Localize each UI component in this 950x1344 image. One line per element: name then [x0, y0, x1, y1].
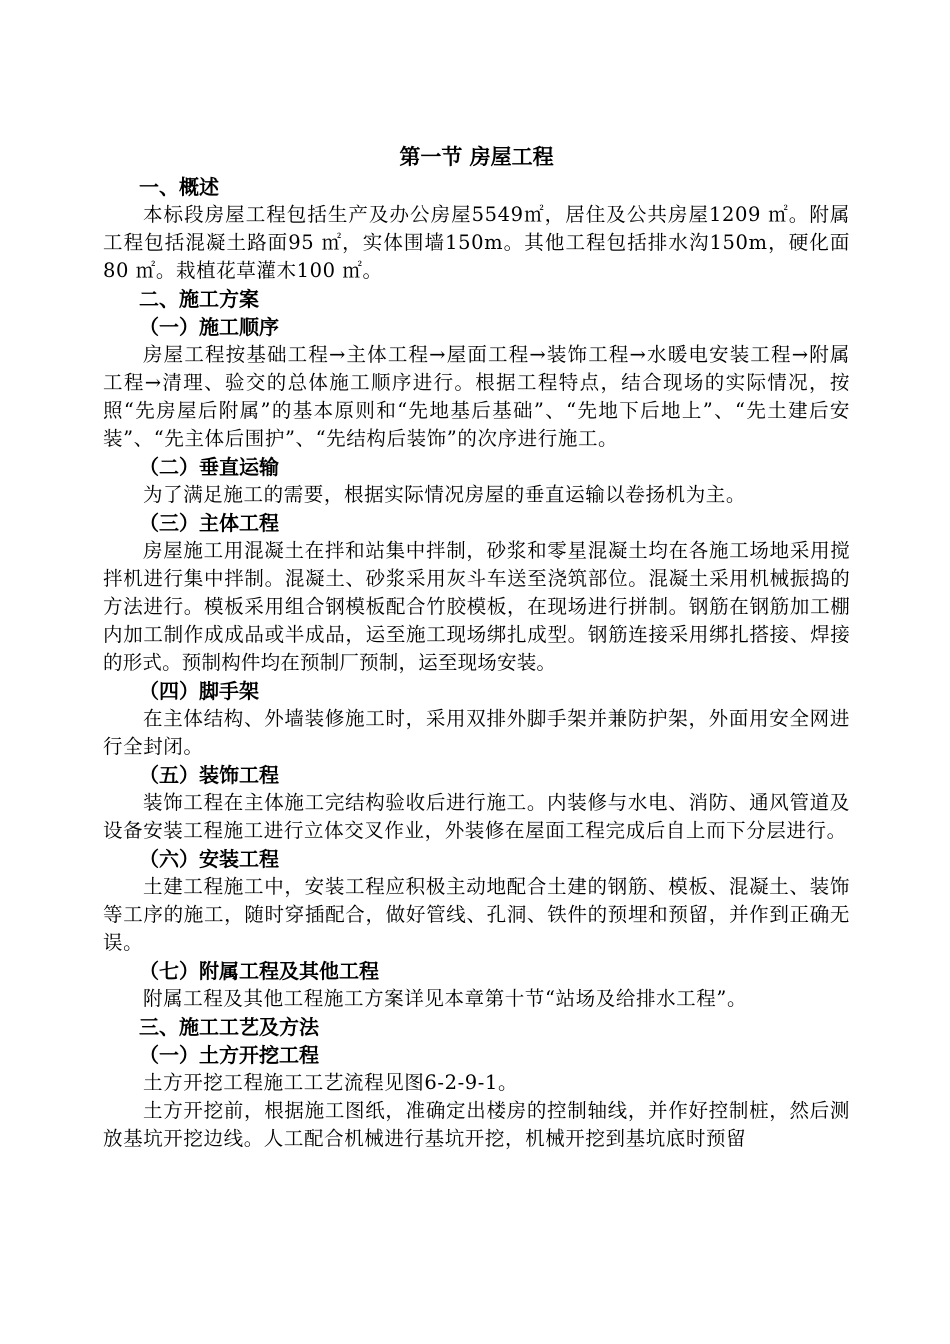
paragraph-scaffolding: 在主体结构、外墙装修施工时，采用双排外脚手架并兼防护架，外面用安全网进行全封闭。	[103, 707, 850, 758]
subsection-heading-sequence: （一）施工顺序	[139, 315, 279, 339]
section-heading-construction-plan: 二、施工方案	[139, 287, 259, 311]
paragraph-main-structure: 房屋施工用混凝土在拌和站集中拌制，砂浆和零星混凝土均在各施工场地采用搅拌机进行集中拌制。混凝土、砂浆采用灰斗车送至浇筑部位。混凝土采用机械振捣的方法进行。模板采用组合钢模板配合竹胶模板，在现场进行拼制。钢筋在钢筋加工棚内加工制作成成品或半成品，运至施工现场绑扎成型。钢筋连接采用绑扎搭接、焊接的形式。预制构件均在预制厂预制，运至现场安装。	[103, 539, 850, 674]
subsection-heading-installation: （六）安装工程	[139, 847, 279, 871]
section-heading-overview: 一、概述	[139, 175, 219, 199]
subsection-heading-ancillary: （七）附属工程及其他工程	[139, 959, 379, 983]
subsection-heading-main-structure: （三）主体工程	[139, 511, 279, 535]
paragraph-sequence: 房屋工程按基础工程→主体工程→屋面工程→装饰工程→水暖电安装工程→附属工程→清理、验交的总体施工顺序进行。根据工程特点，结合现场的实际情况，按照“先房屋后附属”的基本原则和“先地基后基础”、“先地下后地上”、“先土建后安装”、“先主体后围护”、“先结构后装饰”的次序进行施工。	[103, 343, 850, 450]
paragraph-earthwork-detail: 土方开挖前，根据施工图纸，准确定出楼房的控制轴线，并作好控制桩，然后测放基坑开挖边线。人工配合机械进行基坑开挖，机械开挖到基坑底时预留	[103, 1099, 850, 1150]
subsection-heading-vertical-transport: （二）垂直运输	[139, 455, 279, 479]
paragraph-ancillary: 附属工程及其他工程施工方案详见本章第十节“站场及给排水工程”。	[143, 987, 748, 1010]
paragraph-decoration: 装饰工程在主体施工完结构验收后进行施工。内装修与水电、消防、通风管道及设备安装工程施工进行立体交叉作业，外装修在屋面工程完成后自上而下分层进行。	[103, 791, 850, 842]
paragraph-earthwork-flow: 土方开挖工程施工工艺流程见图6-2-9-1。	[143, 1071, 519, 1094]
subsection-heading-earthwork: （一）土方开挖工程	[139, 1043, 319, 1067]
section-heading-process-methods: 三、施工工艺及方法	[139, 1015, 319, 1039]
page-title: 第一节 房屋工程	[399, 145, 554, 169]
paragraph-installation: 土建工程施工中，安装工程应积极主动地配合土建的钢筋、模板、混凝土、装饰等工序的施工，随时穿插配合，做好管线、孔洞、铁件的预埋和预留，并作到正确无误。	[103, 875, 850, 954]
paragraph-vertical-transport: 为了满足施工的需要，根据实际情况房屋的垂直运输以卷扬机为主。	[143, 483, 747, 506]
subsection-heading-decoration: （五）装饰工程	[139, 763, 279, 787]
document-page	[103, 143, 850, 1153]
subsection-heading-scaffolding: （四）脚手架	[139, 679, 259, 703]
paragraph-overview: 本标段房屋工程包括生产及办公房屋5549㎡，居住及公共房屋1209 ㎡。附属工程包括混凝土路面95 ㎡，实体围墙150m。其他工程包括排水沟150m，硬化面80 ㎡。栽植花草灌木100 ㎡。	[103, 203, 850, 282]
